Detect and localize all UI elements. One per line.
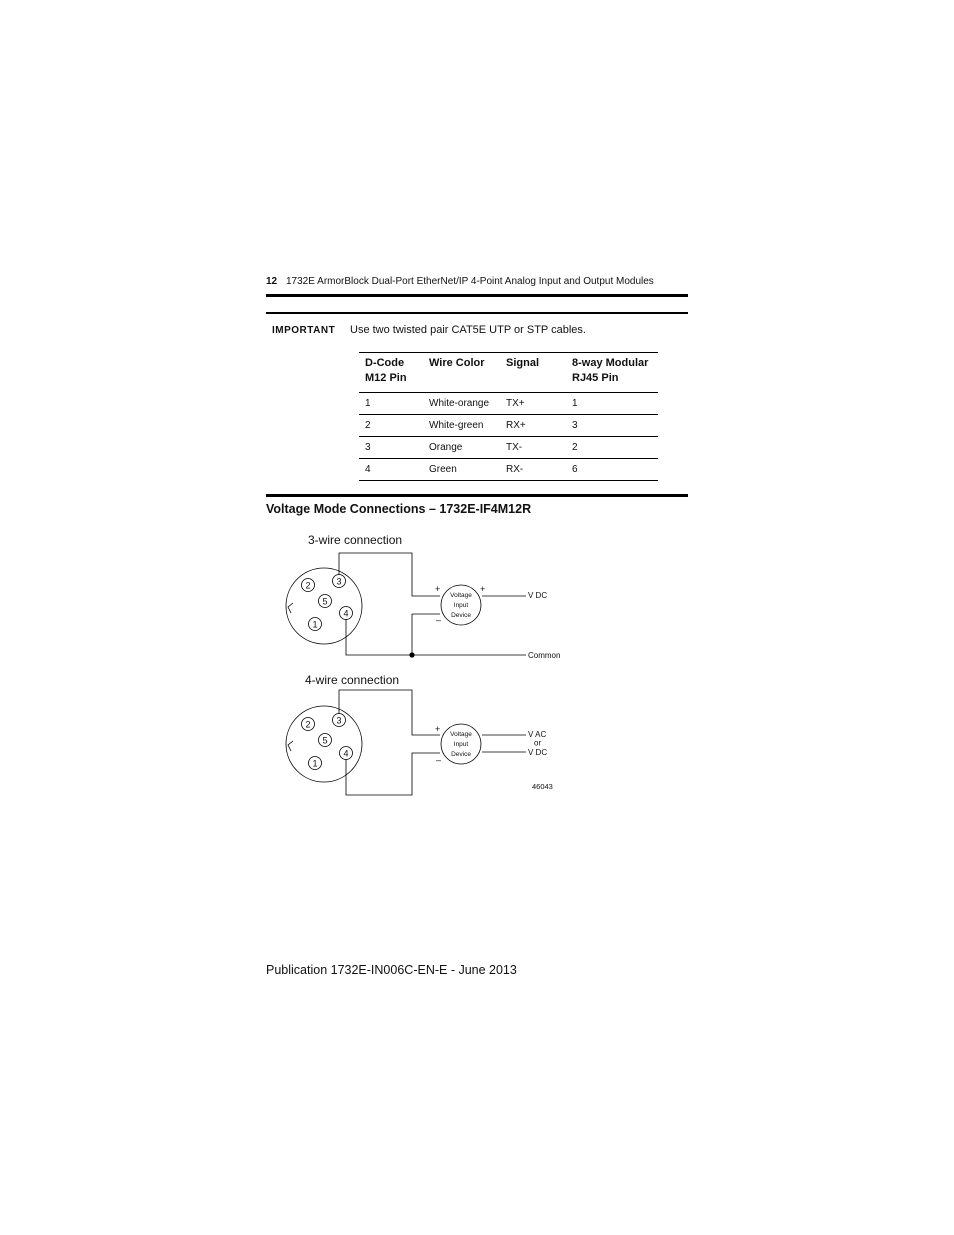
section-title: Voltage Mode Connections – 1732E-IF4M12R [266,502,532,516]
connector-key [288,741,293,751]
cell: White-orange [423,393,500,415]
cell: 3 [359,437,423,459]
vac-label: V AC [528,730,547,739]
important-label: IMPORTANT [272,325,336,336]
figure-id: 46043 [532,782,553,791]
cell: RX+ [500,415,566,437]
cell: RX- [500,459,566,481]
col-header-dcode: D-Code M12 Pin [359,353,423,393]
cell: 1 [359,393,423,415]
cell: Green [423,459,500,481]
important-text: Use two twisted pair CAT5E UTP or STP cables. [350,324,586,336]
wire-pin3-plus [339,690,440,735]
device-label: Device [451,751,471,758]
cell: 2 [359,415,423,437]
device-label: Input [453,741,469,748]
cell: TX+ [500,393,566,415]
junction-dot [409,652,414,657]
pin-label: 1 [312,758,318,769]
wire-pin3-plus [339,553,440,596]
minus-sign: – [436,615,442,625]
common-label: Common [528,651,561,660]
pin-label: 5 [322,735,328,746]
pin-label: 5 [322,596,328,607]
cell: 2 [566,437,658,459]
device-label: Device [451,612,471,619]
plus-sign: + [435,584,441,594]
or-label: or [534,738,542,748]
running-header: 1732E ArmorBlock Dual-Port EtherNet/IP 4-Point Analog Input and Output Modules [286,276,654,287]
col-header-wire-color: Wire Color [423,353,500,393]
cell: 4 [359,459,423,481]
plus-sign: + [480,584,486,594]
cell: Orange [423,437,500,459]
plus-sign: + [435,724,441,734]
pin-label: 3 [336,576,342,587]
publication-footer: Publication 1732E-IN006C-EN-E - June 2013 [266,963,517,977]
cell: 6 [566,459,658,481]
pin-label: 2 [305,719,311,730]
pin-label: 1 [312,619,318,630]
pin-label: 2 [305,580,311,591]
vdc-label: V DC [528,748,548,757]
pin-label: 4 [343,608,349,619]
col-header-rj45: 8-way Modular RJ45 Pin [566,353,658,393]
cell: White-green [423,415,500,437]
minus-sign: – [436,755,442,765]
pin-label: 4 [343,748,349,759]
device-label: Voltage [450,731,472,738]
wire-pin4-minus [346,753,440,795]
four-wire-label: 4-wire connection [305,673,400,687]
cell: 1 [566,393,658,415]
cell: 3 [566,415,658,437]
col-header-signal: Signal [500,353,566,393]
connector-key [288,603,293,613]
device-label: Voltage [450,592,472,599]
cell: TX- [500,437,566,459]
pin-label: 3 [336,715,342,726]
vdc-label: V DC [528,591,548,600]
device-label: Input [453,602,469,609]
page-number: 12 [266,276,278,287]
three-wire-label: 3-wire connection [308,533,403,547]
